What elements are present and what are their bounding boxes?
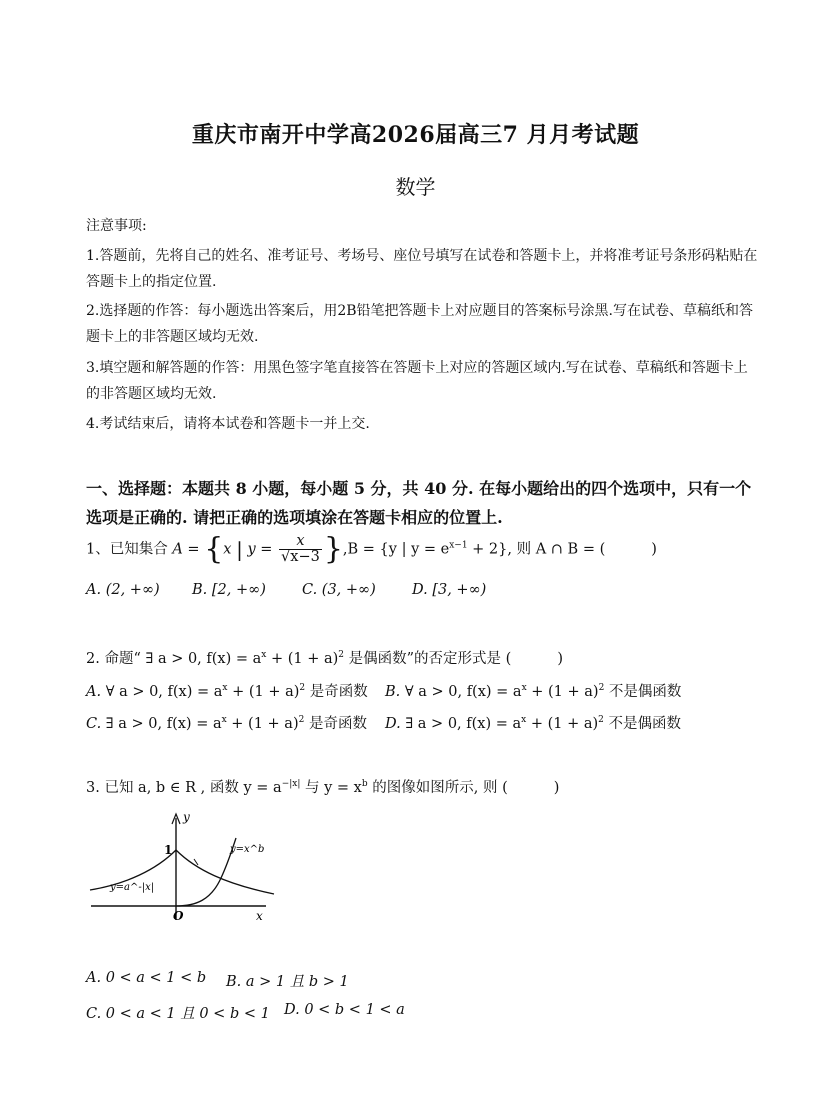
q2-option-d-label: D. — [385, 716, 401, 732]
q3-option-c: C. 0 < a < 1 且 0 < b < 1 — [86, 1006, 270, 1022]
notes-heading: 注意事项: — [86, 218, 147, 234]
q1-set-b-tail: + 2} — [467, 541, 508, 558]
q3-stem-exp-1: −|x| — [281, 779, 301, 790]
q1-set-a: A — [172, 541, 183, 558]
q2-option-c-sup-x: x — [221, 715, 227, 726]
q2-option-a-tail: 是奇函数 — [305, 684, 368, 700]
q1-option-b: B. [2, +∞) — [192, 582, 266, 598]
q2-option-d-sup-x: x — [521, 715, 527, 726]
q1-bar: | — [236, 537, 243, 562]
q2-option-b-label: B. — [385, 684, 401, 700]
q3-stem-part-b: 与 y = x — [300, 780, 362, 796]
q2-option-c-label: C. — [86, 716, 102, 732]
q3-option-b: B. a > 1 且 b > 1 — [226, 974, 349, 990]
q2-option-c-quant: ∃ a > 0, f(x) = a — [101, 716, 222, 732]
q1-set-b-exp: x−1 — [449, 540, 468, 551]
q1-set-b: ,B = {y | y = e — [342, 541, 450, 558]
q1-option-c: C. (3, +∞) — [302, 582, 376, 598]
x-axis-label: x — [256, 909, 263, 923]
q2-option-d-sup-2: 2 — [598, 715, 604, 726]
q2-option-c-tail: 是奇函数 — [304, 716, 367, 732]
q2-option-a-quant: ∀ a > 0, f(x) = a — [101, 684, 223, 700]
note-item-4: 4.考试结束后，请将本试卷和答题卡一并上交. — [86, 416, 370, 432]
q1-option-a: A. (2, +∞) — [86, 582, 160, 598]
q1-frac-den: √x−3 — [281, 549, 320, 565]
question-1-stem: 1、已知集合 A = {x | y = $\frac{x}{√x-3}$ },B = {y | $y = e^{x-1} + 2$}, 则 A ∩ B = ( ) — [86, 531, 657, 567]
q2-close-paren: ) — [557, 651, 563, 667]
q2-stem-part-c: 是偶函数”的否定形式是 ( — [344, 651, 512, 667]
q2-option-b-sup-x: x — [521, 683, 527, 694]
y-axis-label: y — [183, 810, 190, 824]
origin-label: O — [173, 909, 184, 923]
curve1-label: y=a^-|x| — [110, 882, 155, 893]
section-heading: 一、选择题：本题共 8 小题，每小题 5 分，共 40 分. 在每小题给出的四个选项中，只有一个选项是正确的. 请把正确的选项填涂在答题卡相应的位置上. — [86, 479, 752, 527]
subject-title: 数学 — [395, 175, 436, 199]
q2-stem-sup-2: 2 — [338, 650, 345, 661]
q1-option-d: D. [3, +∞) — [412, 582, 487, 598]
q2-option-c — [86, 712, 367, 733]
q1-close-brace: } — [323, 531, 343, 567]
q3-option-a: A. 0 < a < 1 < b — [86, 970, 207, 986]
one-label: 1 — [164, 843, 173, 857]
note-item-1: 1.答题前，先将自己的姓名、准考证号、考场号、座位号填写在试卷和答题卡上，并将准考证号条形码粘贴在答题卡上的指定位置. — [86, 248, 758, 290]
q1-set-a-var: x — [223, 541, 232, 558]
q3-stem-exp-2: b — [361, 779, 368, 790]
q2-option-d-quant: ∃ a > 0, f(x) = a — [400, 716, 522, 732]
q1-question: , 则 A ∩ B = ( — [507, 541, 606, 558]
q2-stem-part-a: 2. 命题“ ∃ a > 0, f(x) = a — [86, 651, 262, 667]
q2-option-b — [385, 680, 681, 701]
curve2-label: y=x^b — [230, 844, 265, 855]
q1-y: y — [247, 541, 256, 558]
exam-title: 重庆市南开中学高2026届高三7 月月考试题 — [191, 122, 640, 148]
q2-option-c-sup-2: 2 — [298, 715, 305, 726]
question-2-stem — [86, 647, 563, 668]
q2-option-a-sup-x: x — [222, 683, 228, 694]
q2-option-d-tail: 不是偶函数 — [603, 716, 681, 732]
q1-prefix: 1、已知集合 — [86, 541, 168, 558]
q2-option-b-sup-2: 2 — [598, 683, 605, 694]
q1-fraction — [279, 534, 322, 565]
q3-stem-part-c: 的图像如图所示, 则 ( — [367, 780, 508, 796]
question-3-stem — [86, 776, 559, 797]
q2-option-b-mid: + (1 + a) — [526, 684, 599, 700]
q2-option-b-quant: ∀ a > 0, f(x) = a — [400, 684, 522, 700]
q1-open-brace: { — [204, 531, 224, 567]
q3-close-paren: ) — [553, 780, 560, 796]
q2-option-a-mid: + (1 + a) — [227, 684, 300, 700]
note-item-2: 2.选择题的作答：每小题选出答案后，用2B铅笔把答题卡上对应题目的答案标号涂黑.写在试卷、草稿纸和答题卡上的非答题区域均无效. — [86, 303, 754, 345]
q2-option-a — [86, 680, 368, 701]
q2-option-a-sup-2: 2 — [299, 683, 306, 694]
q2-option-d — [385, 712, 681, 733]
q3-stem-part-a: 3. 已知 a, b ∈ R , 函数 y = a — [86, 780, 282, 796]
q2-option-d-mid: + (1 + a) — [526, 716, 599, 732]
q3-option-d: D. 0 < b < 1 < a — [284, 1002, 405, 1018]
q2-option-b-tail: 不是偶函数 — [604, 684, 682, 700]
q1-frac-num: x — [279, 534, 322, 550]
q2-stem-part-b: + (1 + a) — [266, 651, 339, 667]
q2-stem-sup-x: x — [261, 650, 267, 661]
q3-function-graph — [86, 808, 286, 928]
q2-option-c-mid: + (1 + a) — [226, 716, 299, 732]
note-item-3: 3.填空题和解答题的作答：用黑色签字笔直接答在答题卡上对应的答题区域内.写在试卷、草稿纸和答题卡上的非答题区域均无效. — [86, 360, 748, 402]
q2-option-a-label: A. — [86, 684, 102, 700]
q1-close-paren: ) — [651, 541, 657, 558]
